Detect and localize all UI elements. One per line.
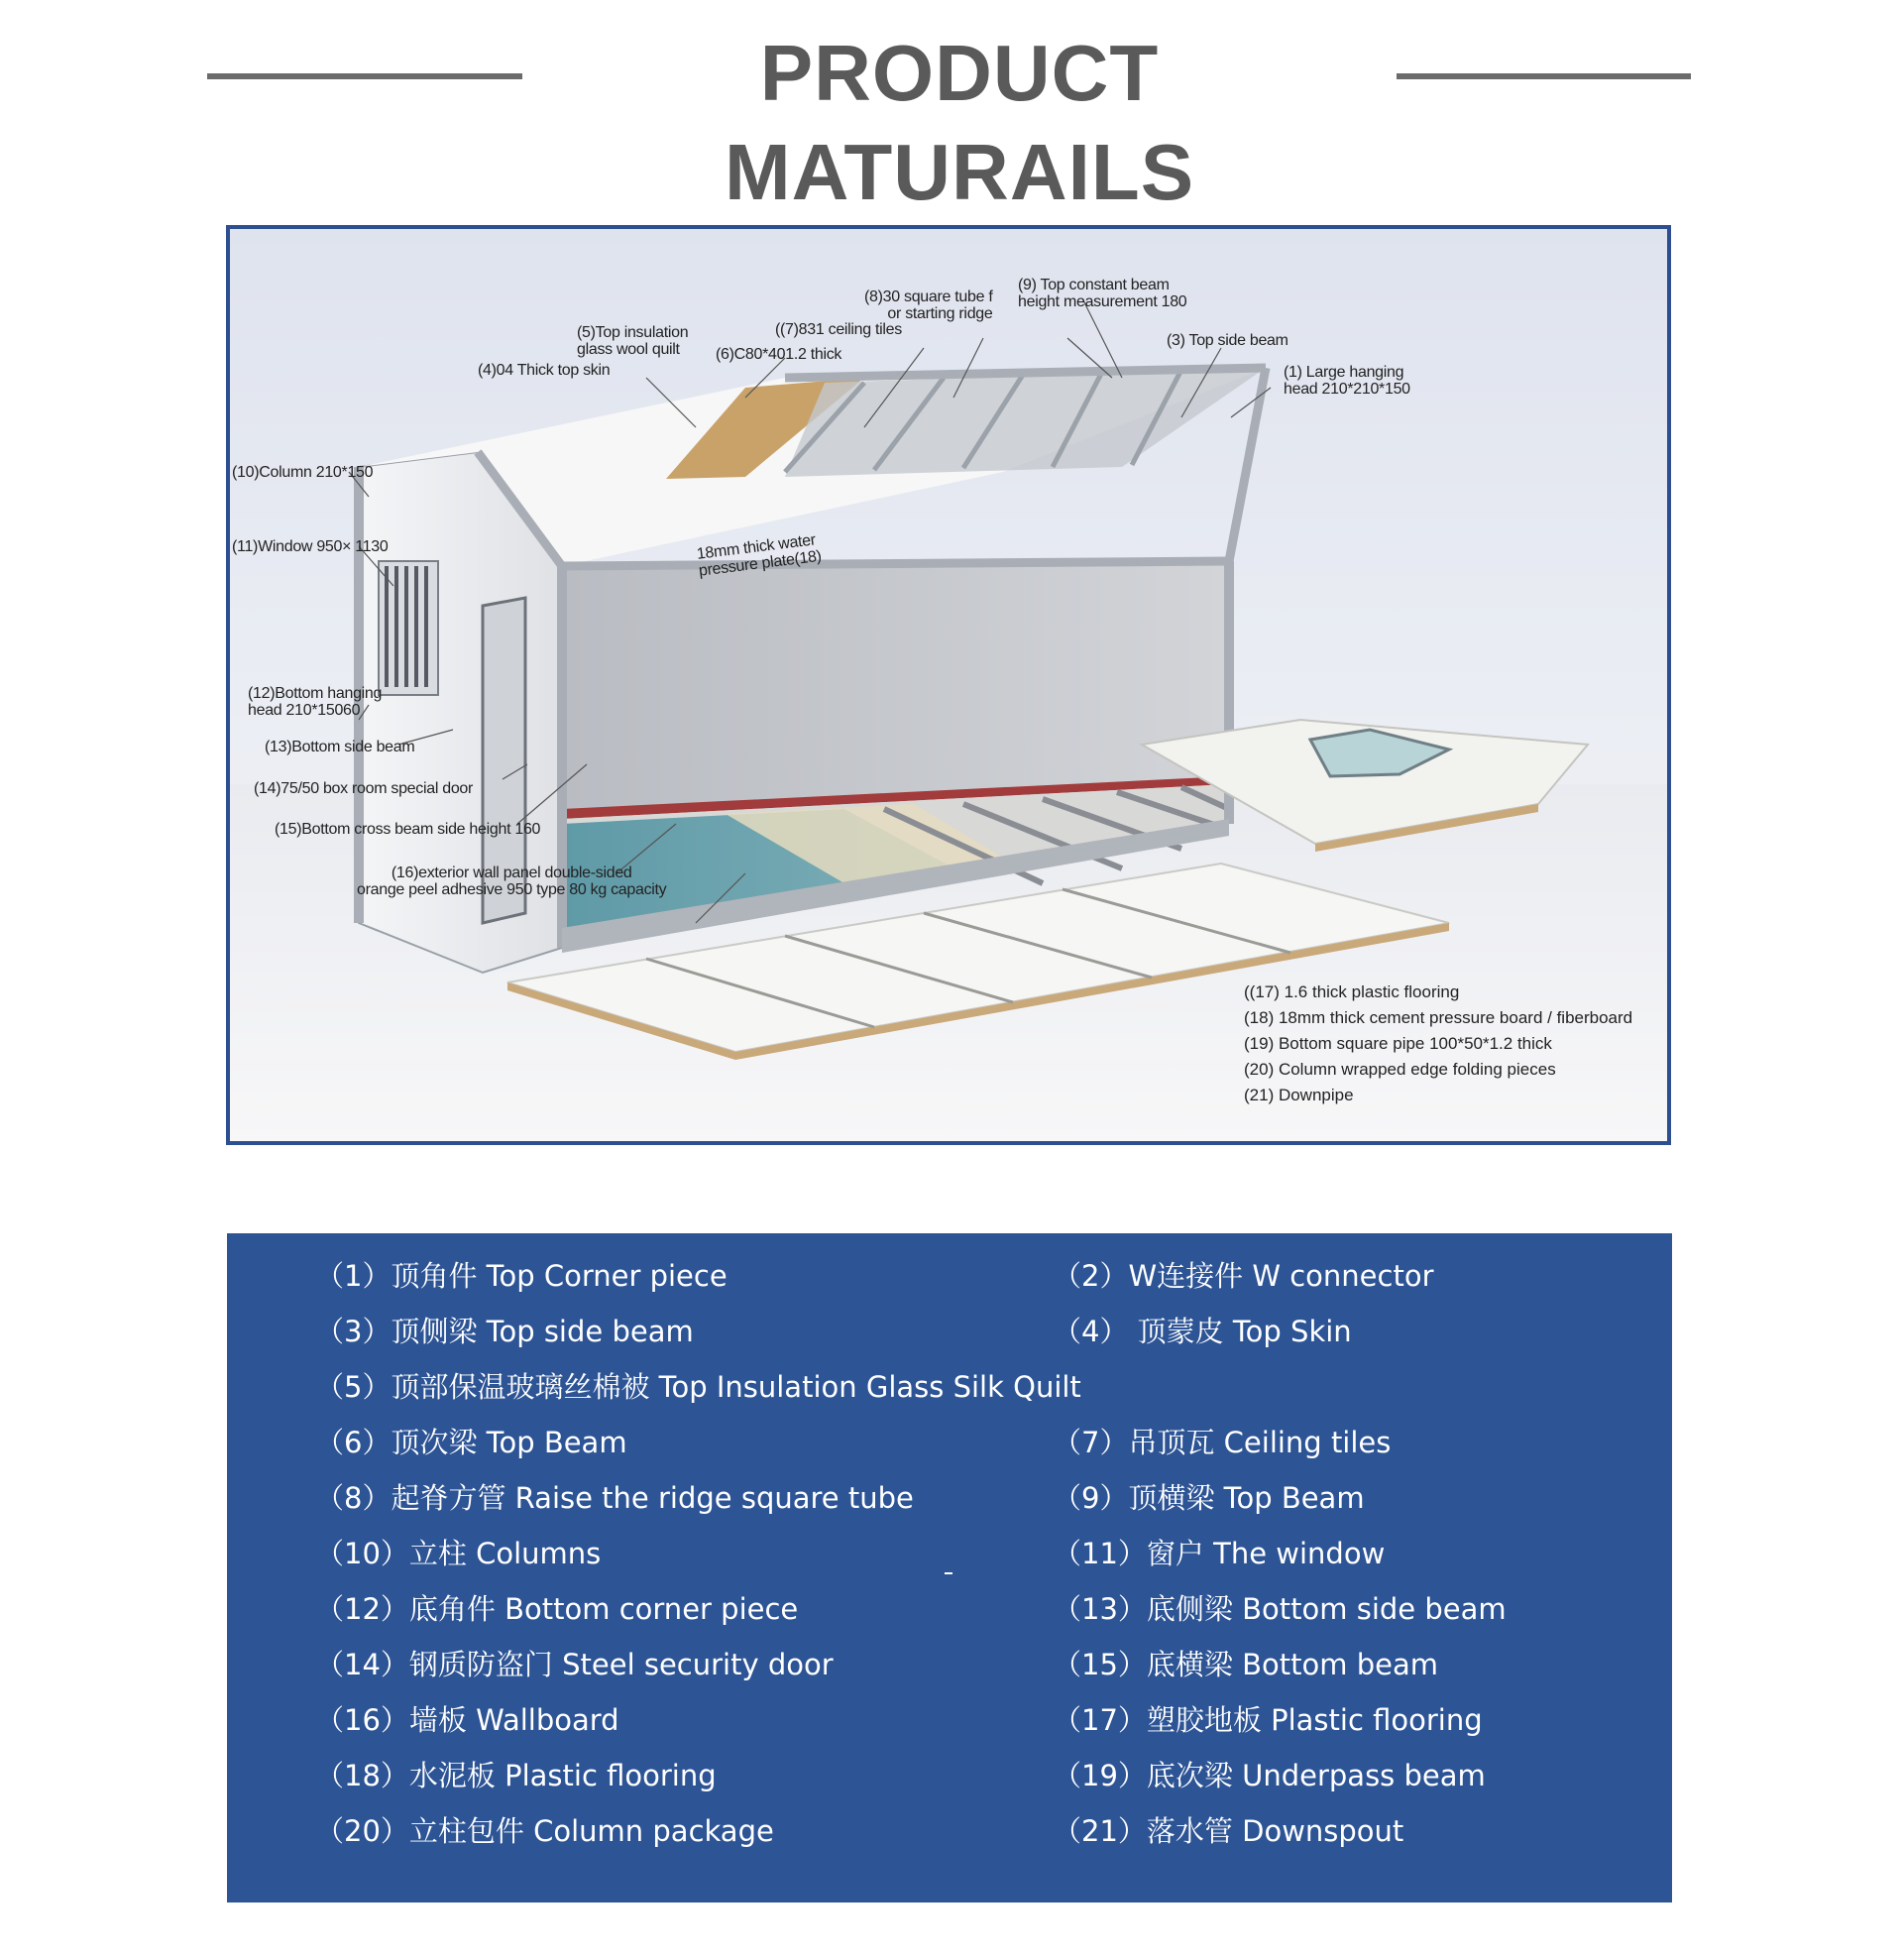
callout-bottom-hanging-head: (12)Bottom hanging head 210*15060 <box>248 685 383 719</box>
callout-top-skin: (4)04 Thick top skin <box>478 362 611 379</box>
callout-pressure-plate: 18mm thick water pressure plate(18) <box>696 531 823 580</box>
callout-window: (11)Window 950× 1130 <box>232 538 389 555</box>
legend-item-3: （3）顶侧梁 Top side beam <box>315 1315 694 1348</box>
callout-ceiling-tiles: ((7)831 ceiling tiles <box>775 321 902 338</box>
legend-item-1: （1）顶角件 Top Corner piece <box>315 1259 728 1293</box>
callout-top-beam-c80: (6)C80*401.2 thick <box>716 346 842 363</box>
legend-item-5: （5）顶部保温玻璃丝棉被 Top Insulation Glass Silk Quilt <box>315 1370 1081 1404</box>
spec-item: (18) 18mm thick cement pressure board / fiberboard <box>1244 1008 1633 1027</box>
callout-special-door: (14)75/50 box room special door <box>254 780 474 797</box>
legend-item-2: （2）W连接件 W connector <box>1053 1259 1434 1293</box>
callout-bottom-side-beam: (13)Bottom side beam <box>265 739 415 755</box>
legend-item-7: （7）吊顶瓦 Ceiling tiles <box>1053 1426 1392 1459</box>
page-title: PRODUCT MATURAILS <box>724 29 1195 216</box>
callout-top-insulation: (5)Top insulation glass wool quilt <box>577 324 689 358</box>
legend-item-15: （15）底横梁 Bottom beam <box>1053 1648 1438 1681</box>
legend-item-17: （17）塑胶地板 Plastic flooring <box>1053 1703 1483 1737</box>
window <box>379 561 438 695</box>
legend-item-10: （10）立柱 Columns <box>315 1537 602 1570</box>
page-header <box>0 20 1903 216</box>
legend-item-16: （16）墙板 Wallboard <box>315 1703 619 1737</box>
legend-item-11: （11）窗户 The window <box>1053 1537 1386 1570</box>
spec-item: (19) Bottom square pipe 100*50*1.2 thick <box>1244 1034 1552 1053</box>
callout-large-hanging-head: (1) Large hanging head 210*210*150 <box>1284 364 1410 398</box>
callout-square-tube: (8)30 square tube f or starting ridge <box>864 288 993 322</box>
stray-mark <box>945 1572 952 1574</box>
callout-top-constant-beam: (9) Top constant beam height measurement 180 <box>1018 277 1187 310</box>
legend-item-13: （13）底侧梁 Bottom side beam <box>1053 1592 1507 1626</box>
legend-item-4: （4） 顶蒙皮 Top Skin <box>1053 1315 1352 1348</box>
title-rule-right <box>1397 73 1691 79</box>
legend-item-12: （12）底角件 Bottom corner piece <box>315 1592 799 1626</box>
legend-item-8: （8）起脊方管 Raise the ridge square tube <box>315 1481 914 1515</box>
callout-exterior-wall-panel: (16)exterior wall panel double-sided orange peel adhesive 950 type 80 kg capacity <box>357 865 667 898</box>
callout-bottom-cross-beam: (15)Bottom cross beam side height 160 <box>275 821 541 838</box>
spec-list <box>1244 980 1632 1108</box>
spec-item: (21) Downpipe <box>1244 1086 1354 1104</box>
legend-item-21: （21）落水管 Downspout <box>1053 1814 1404 1848</box>
spec-item: ((17) 1.6 thick plastic flooring <box>1244 982 1460 1001</box>
legend-item-20: （20）立柱包件 Column package <box>315 1814 774 1848</box>
callout-top-side-beam: (3) Top side beam <box>1167 332 1288 349</box>
legend-item-14: （14）钢质防盗门 Steel security door <box>315 1648 834 1681</box>
title-rule-left <box>207 73 522 79</box>
spec-item: (20) Column wrapped edge folding pieces <box>1244 1060 1556 1079</box>
legend-item-18: （18）水泥板 Plastic flooring <box>315 1759 717 1792</box>
callout-column: (10)Column 210*150 <box>232 464 374 481</box>
ceiling-tiles <box>785 368 1266 477</box>
legend-item-9: （9）顶横梁 Top Beam <box>1053 1481 1365 1515</box>
legend-item-6: （6）顶次梁 Top Beam <box>315 1426 627 1459</box>
legend-item-19: （19）底次梁 Underpass beam <box>1053 1759 1486 1792</box>
